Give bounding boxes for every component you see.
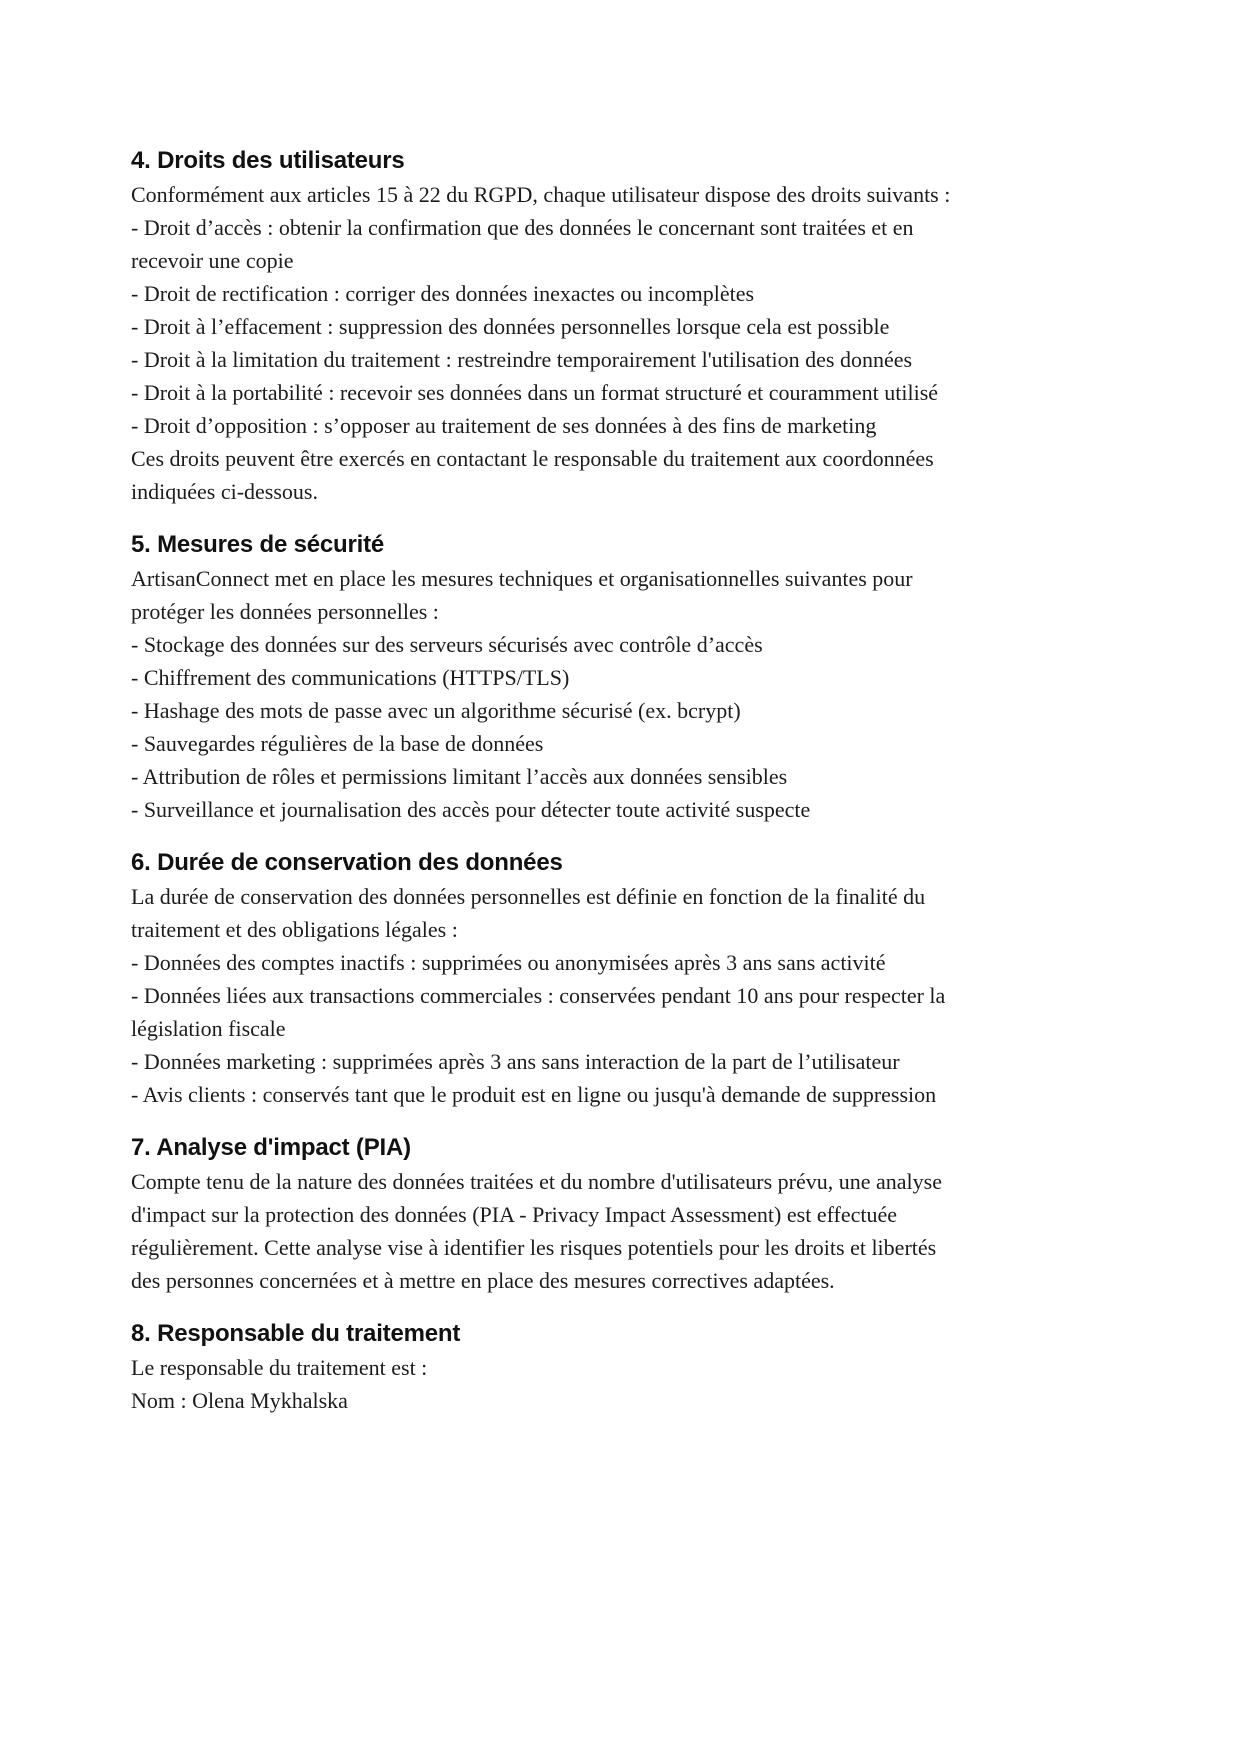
paragraph-line: d'impact sur la protection des données (PIA - Privacy Impact Assessment) est effectuée (131, 1202, 898, 1227)
list-item: - Droit de rectification : corriger des données inexactes ou incomplètes (131, 281, 755, 306)
list-item: - Données des comptes inactifs : supprimées ou anonymisées après 3 ans sans activité (131, 950, 886, 975)
list-item: - Avis clients : conservés tant que le produit est en ligne ou jusqu'à demande de suppression (131, 1082, 937, 1107)
paragraph-line: indiquées ci-dessous. (131, 479, 318, 504)
section-impact-analysis (131, 1131, 1111, 1297)
list-item: - Droit à l’effacement : suppression des données personnelles lorsque cela est possible (131, 314, 890, 339)
section-spacer (131, 826, 1111, 846)
list-item: - Attribution de rôles et permissions limitant l’accès aux données sensibles (131, 764, 788, 789)
list-item-continuation: recevoir une copie (131, 248, 294, 273)
list-item: - Chiffrement des communications (HTTPS/TLS) (131, 665, 570, 690)
section-security-measures (131, 528, 1111, 826)
paragraph-line: Compte tenu de la nature des données traitées et du nombre d'utilisateurs prévu, une analyse (131, 1169, 942, 1194)
section-spacer (131, 1297, 1111, 1317)
section-heading: 6. Durée de conservation des données (131, 849, 563, 876)
list-item: - Droit d’accès : obtenir la confirmation que des données le concernant sont traitées et en (131, 215, 914, 240)
paragraph-line: protéger les données personnelles : (131, 599, 439, 624)
section-heading: 4. Droits des utilisateurs (131, 147, 405, 174)
paragraph-line: des personnes concernées et à mettre en place des mesures correctives adaptées. (131, 1268, 835, 1293)
section-heading: 7. Analyse d'impact (PIA) (131, 1134, 411, 1161)
document-content (131, 144, 1111, 1417)
list-item: - Droit d’opposition : s’opposer au traitement de ses données à des fins de marketing (131, 413, 877, 438)
paragraph-line: ArtisanConnect met en place les mesures techniques et organisationnelles suivantes pour (131, 566, 913, 591)
paragraph-line: La durée de conservation des données personnelles est définie en fonction de la finalité du (131, 884, 926, 909)
section-heading: 5. Mesures de sécurité (131, 531, 385, 558)
controller-name: Nom : Olena Mykhalska (131, 1388, 348, 1413)
list-item: - Données marketing : supprimées après 3 ans sans interaction de la part de l’utilisateur (131, 1049, 900, 1074)
paragraph-line: Conformément aux articles 15 à 22 du RGPD, chaque utilisateur dispose des droits suivants : (131, 182, 951, 207)
paragraph-line: Ces droits peuvent être exercés en contactant le responsable du traitement aux coordonnées (131, 446, 934, 471)
list-item-continuation: législation fiscale (131, 1016, 286, 1041)
list-item: - Surveillance et journalisation des accès pour détecter toute activité suspecte (131, 797, 811, 822)
section-spacer (131, 508, 1111, 528)
section-spacer (131, 1111, 1111, 1131)
paragraph-line: Le responsable du traitement est : (131, 1355, 428, 1380)
paragraph-line: traitement et des obligations légales : (131, 917, 458, 942)
section-data-controller (131, 1317, 1111, 1417)
list-item: - Données liées aux transactions commerciales : conservées pendant 10 ans pour respecter la (131, 983, 946, 1008)
list-item: - Droit à la portabilité : recevoir ses données dans un format structuré et couramment utilisé (131, 380, 939, 405)
section-data-retention (131, 846, 1111, 1111)
section-user-rights (131, 144, 1111, 508)
paragraph-line: régulièrement. Cette analyse vise à identifier les risques potentiels pour les droits et libertés (131, 1235, 937, 1260)
list-item: - Droit à la limitation du traitement : restreindre temporairement l'utilisation des données (131, 347, 913, 372)
list-item: - Sauvegardes régulières de la base de données (131, 731, 544, 756)
list-item: - Stockage des données sur des serveurs sécurisés avec contrôle d’accès (131, 632, 763, 657)
list-item: - Hashage des mots de passe avec un algorithme sécurisé (ex. bcrypt) (131, 698, 741, 723)
section-heading: 8. Responsable du traitement (131, 1320, 461, 1347)
